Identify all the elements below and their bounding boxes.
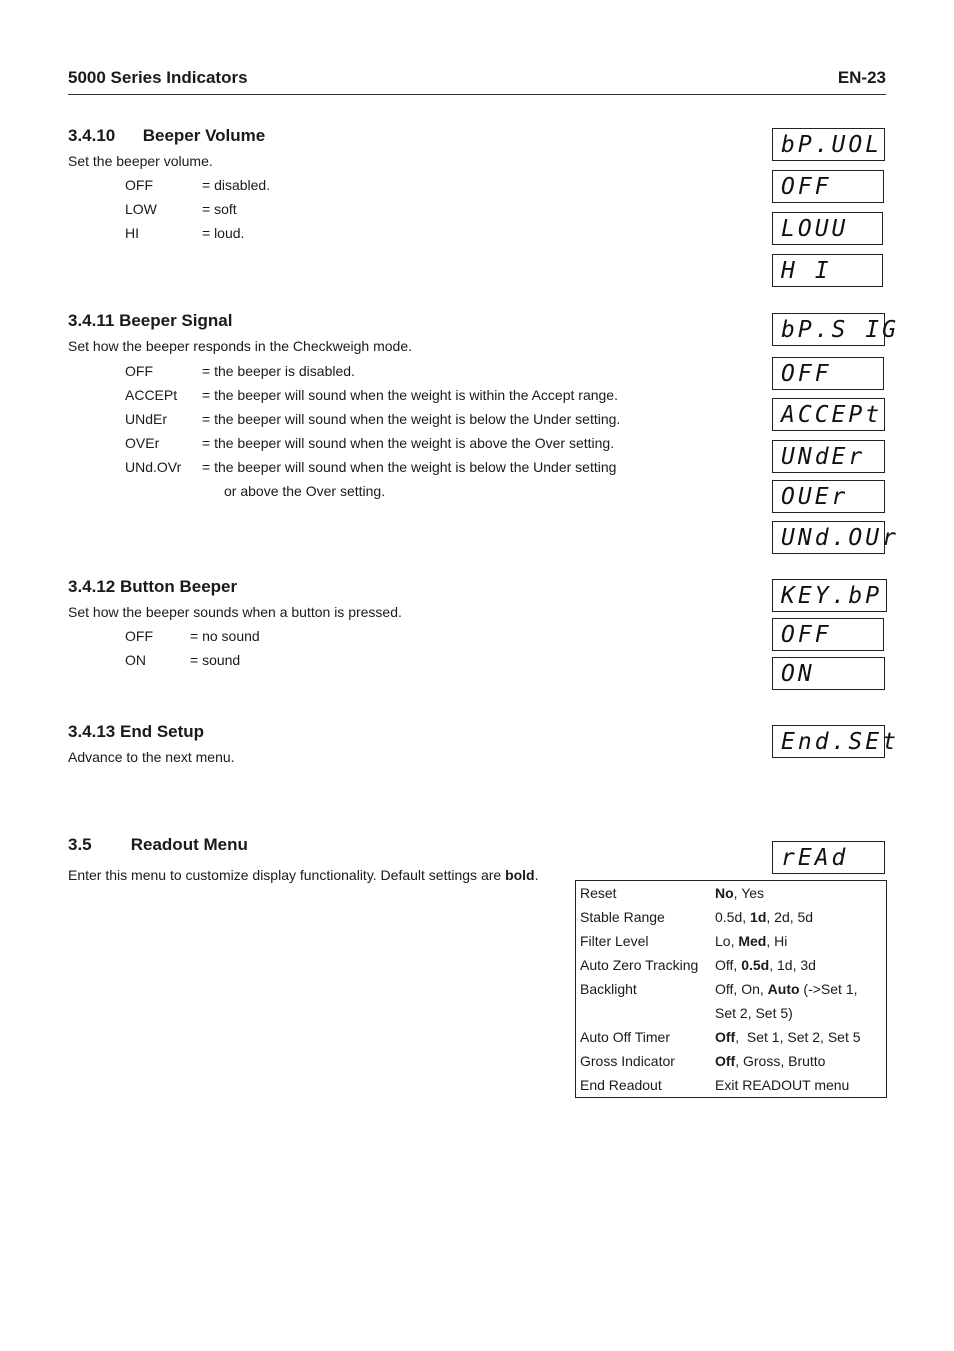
lcd-display: OUEr [772,480,885,513]
section-description: Set how the beeper sounds when a button is pressed. [68,604,402,620]
section-heading: Beeper Signal [119,311,233,330]
setting-label [576,1001,712,1025]
setting-label: Auto Off Timer [580,1029,670,1045]
option-key: ON [125,652,146,668]
option-value: = soft [202,201,237,217]
section-title-3410 [68,126,265,146]
lcd-display: End.SEt [772,725,885,758]
setting-label: End Readout [580,1077,662,1093]
section-description: Set how the beeper responds in the Checkweigh mode. [68,338,412,354]
option-key: OFF [125,628,153,644]
description-bold: bold [505,867,535,883]
setting-values [711,881,887,906]
table-row [576,1073,887,1098]
option-value: (->Set 1, [799,981,858,997]
default-value: 1d [750,909,767,925]
section-heading: End Setup [120,722,205,741]
option-value: , Hi [766,933,788,949]
setting-values [711,905,887,929]
setting-label: Reset [580,885,617,901]
section-title-3411 [68,311,232,331]
header-title: 5000 Series Indicators [68,68,248,87]
option-value: 0.5d, [715,909,751,925]
lcd-display: KEY.bP [772,579,887,612]
lcd-display: ACCEPt [772,398,885,431]
table-row [576,1049,887,1073]
option-key: OFF [125,363,153,379]
description-text: Enter this menu to customize display functionality. Default settings are [68,867,506,883]
setting-values [711,977,887,1001]
table-row [576,881,887,906]
section-number: 3.4.10 [68,126,116,145]
section-description: Advance to the next menu. [68,749,235,765]
readout-table-body [576,881,887,1098]
setting-label: Stable Range [580,909,665,925]
lcd-display: rEAd [772,841,885,874]
option-value: = the beeper will sound when the weight is below the Under setting [202,459,617,475]
option-key: HI [125,225,139,241]
setting-label: Gross Indicator [580,1053,675,1069]
default-value: Med [738,933,767,949]
setting-label: Auto Zero Tracking [580,957,699,973]
lcd-display: bP.S IG [772,313,885,346]
option-key: UNdEr [125,411,168,427]
section-title-35 [68,835,248,855]
readout-menu-table [575,880,887,1098]
table-row [576,1001,887,1025]
table-row [576,977,887,1001]
option-key: UNd.OVr [125,459,182,475]
lcd-display: LOUU [772,212,883,245]
option-value: , Gross, Brutto [735,1053,826,1069]
option-value: , Yes [733,885,765,901]
lcd-display: OFF [772,170,884,203]
table-row [576,905,887,929]
setting-label: Filter Level [580,933,649,949]
option-value: , Set 1, Set 2, Set 5 [735,1029,861,1045]
section-heading: Button Beeper [120,577,238,596]
lcd-display: OFF [772,357,884,390]
option-value: = the beeper will sound when the weight is above the Over setting. [202,435,615,451]
option-value: , 1d, 3d [769,957,816,973]
section-number: 3.4.11 [68,311,115,330]
page-number: EN-23 [837,68,886,87]
option-value: = no sound [190,628,260,644]
setting-values [711,1049,887,1073]
option-value: , 2d, 5d [766,909,814,925]
table-row [576,1025,887,1049]
section-description [68,867,539,883]
option-value: Lo, [715,933,739,949]
setting-values [711,1025,887,1049]
section-title-3413 [68,722,204,742]
setting-label: Backlight [580,981,637,997]
option-value: = the beeper will sound when the weight is below the Under setting. [202,411,621,427]
default-value: 0.5d [741,957,770,973]
option-value: = sound [190,652,241,668]
description-end: . [534,867,539,883]
default-value: Off [715,1029,736,1045]
option-value: Off, [715,957,742,973]
section-heading: Readout Menu [130,835,248,854]
option-value: Set 2, Set 5) [715,1005,793,1021]
option-value: Off, On, [715,981,768,997]
option-value: = the beeper is disabled. [202,363,355,379]
section-title-3412 [68,577,237,597]
table-row [576,929,887,953]
default-value: Off [715,1053,736,1069]
option-key: LOW [125,201,157,217]
option-key: OFF [125,177,153,193]
default-value: No [715,885,734,901]
default-value: Auto [767,981,800,997]
lcd-display: ON [772,657,885,690]
lcd-display: UNd.OUr [772,521,885,554]
lcd-display: OFF [772,618,884,651]
option-continuation: or above the Over setting. [224,483,386,499]
setting-values [711,953,887,977]
setting-values [711,929,887,953]
table-row [576,953,887,977]
option-value: = the beeper will sound when the weight is within the Accept range. [202,387,618,403]
option-key: OVEr [125,435,160,451]
setting-values [711,1001,887,1025]
section-description: Set the beeper volume. [68,153,213,169]
option-value: = loud. [202,225,245,241]
lcd-display: H I [772,254,883,287]
section-number: 3.4.13 [68,722,116,741]
section-heading: Beeper Volume [142,126,266,145]
setting-values [711,1073,887,1098]
header-rule [68,94,886,95]
section-number: 3.4.12 [68,577,116,596]
lcd-display: UNdEr [772,440,885,473]
section-number: 3.5 [68,835,92,854]
option-value: Exit READOUT menu [715,1077,850,1093]
lcd-display: bP.UOL [772,128,885,161]
option-key: ACCEPt [125,387,178,403]
option-value: = disabled. [202,177,271,193]
